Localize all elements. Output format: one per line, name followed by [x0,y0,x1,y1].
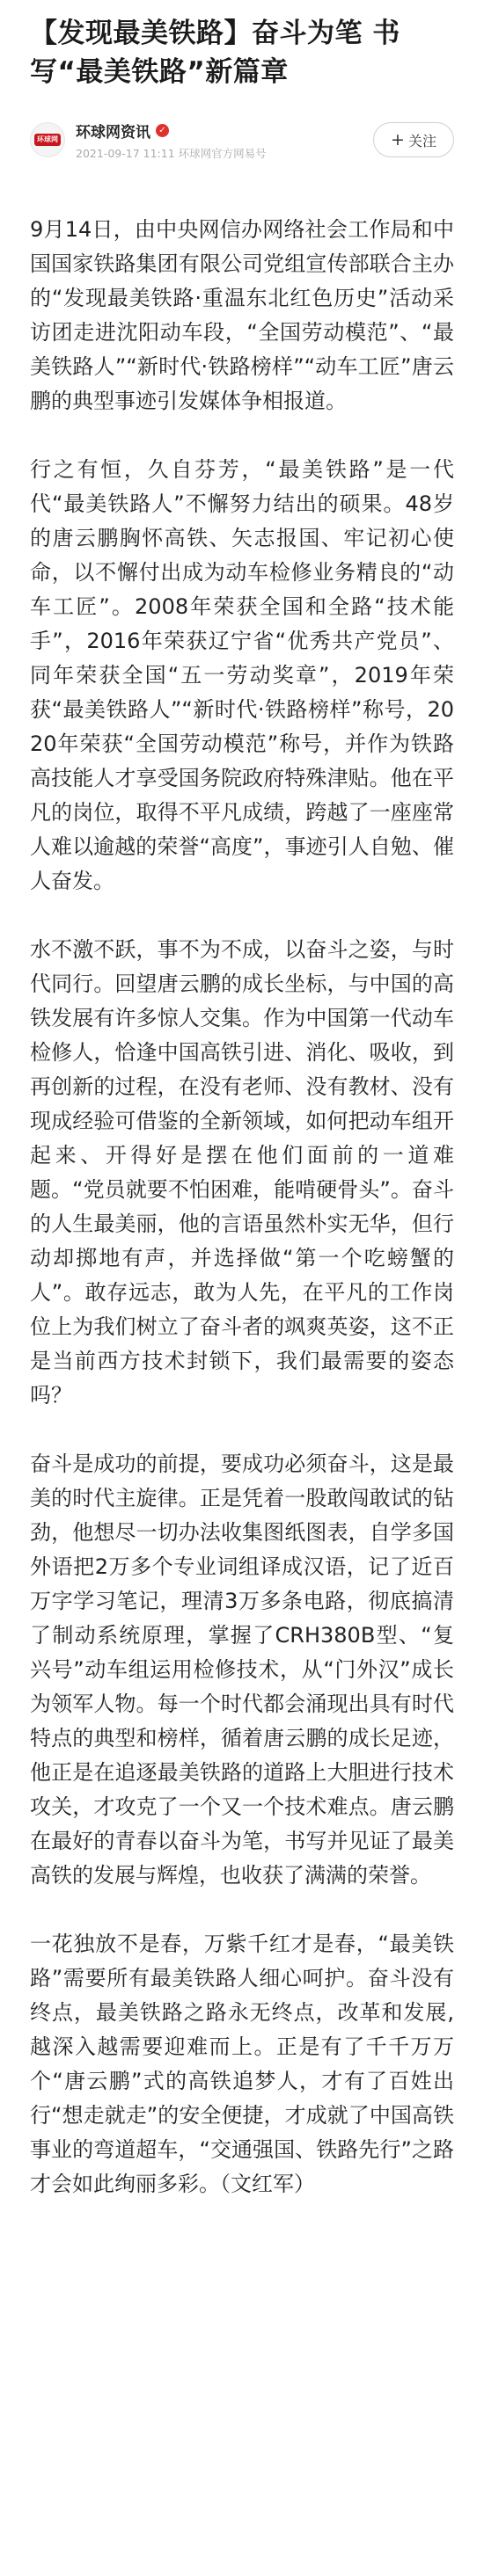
article-meta [30,109,454,171]
article-paragraph: 奋斗是成功的前提，要成功必须奋斗，这是最美的时代主旋律。正是凭着一股敢闯敢试的钻劲，他想尽一切办法收集图纸图表，自学多国外语把2万多个专业词组译成汉语，记了近百万字学习笔记，理清3万多条电路，彻底搞清了制动系统原理，掌握了CRH380B型、“复兴号”动车组运用检修技术，从“门外汉”成长为领军人物。每一个时代都会涌现出具有时代特点的典型和榜样，循着唐云鹏的成长足迹，他正是在追逐最美铁路的道路上大胆进行技术攻关，才攻克了一个又一个技术难点。唐云鹏在最好的青春以奋斗为笔，书写并见证了最美高铁的发展与辉煌，也收获了满满的荣誉。 [30,1452,454,1888]
source-info [76,120,373,161]
source-row [76,120,373,142]
article-paragraph: 行之有恒，久自芬芳，“最美铁路”是一代代“最美铁路人”不懈努力结出的硕果。48岁的唐云鹏胸怀高铁、矢志报国、牢记初心使命，以不懈付出成为动车检修业务精良的“动车工匠”。2008年荣获全国和全路“技术能手”，2016年荣获辽宁省“优秀共产党员”、同年荣获全国“五一劳动奖章”，2019年荣获“最美铁路人”“新时代·铁路榜样”称号，2020年荣获“全国劳动模范”称号，并作为铁路高技能人才享受国务院政府特殊津贴。他在平凡的岗位，取得不平凡成绩，跨越了一座座常人难以逾越的荣誉“高度”，事迹引人自勉、催人奋发。 [30,457,454,893]
publish-info [76,145,373,161]
verified-badge-icon: ✓ [156,124,169,137]
source-avatar[interactable] [30,122,65,157]
source-logo-icon: 环球网 [34,134,61,146]
article-paragraph: 一花独放不是春，万紫千红才是春，“最美铁路”需要所有最美铁路人细心呵护。奋斗没有终点，最美铁路之路永无终点，改革和发展,越深入越需要迎难而上。正是有了千千万万个“唐云鹏”式的高铁追梦人，才有了百姓出行“想走就走”的安全便捷，才成就了中国高铁事业的弯道超车，“交通强国、铁路先行”之路才会如此绚丽多彩。（文红军） [30,1932,454,2196]
article-paragraph: 水不激不跃，事不为不成，以奋斗之姿，与时代同行。回望唐云鹏的成长坐标，与中国的高铁发展有许多惊人交集。作为中国第一代动车检修人，恰逢中国高铁引进、消化、吸收，到再创新的过程，在没有老师、没有教材、没有现成经验可借鉴的全新领域，如何把动车组开起来、开得好是摆在他们面前的一道难题。“党员就要不怕困难，能啃硬骨头”。奋斗的人生最美丽，他的言语虽然朴实无华，但行动却掷地有声，并选择做“第一个吃螃蟹的人”。敢存远志，敢为人先，在平凡的工作岗位上为我们树立了奋斗者的飒爽英姿，这不正是当前西方技术封锁下，我们最需要的姿态吗？ [30,937,454,1408]
follow-label: 关注 [407,132,436,149]
article-title: 【发现最美铁路】奋斗为笔 书写“最美铁路”新篇章 [30,18,400,88]
plus-icon: + [391,129,405,149]
publish-channel: 环球网官方网易号 [178,146,267,160]
source-name[interactable]: 环球网资讯 [76,123,150,142]
article-body [30,213,454,2201]
publish-time: 2021-09-17 11:11 [76,146,175,160]
follow-button[interactable] [373,122,454,157]
article-paragraph: 9月14日，由中央网信办网络社会工作局和中国国家铁路集团有限公司党组宣传部联合主办的“发现最美铁路·重温东北红色历史”活动采访团走进沈阳动车段，“全国劳动模范”、“最美铁路人”“新时代·铁路榜样”“动车工匠”唐云鹏的典型事迹引发媒体争相报道。 [30,217,454,413]
